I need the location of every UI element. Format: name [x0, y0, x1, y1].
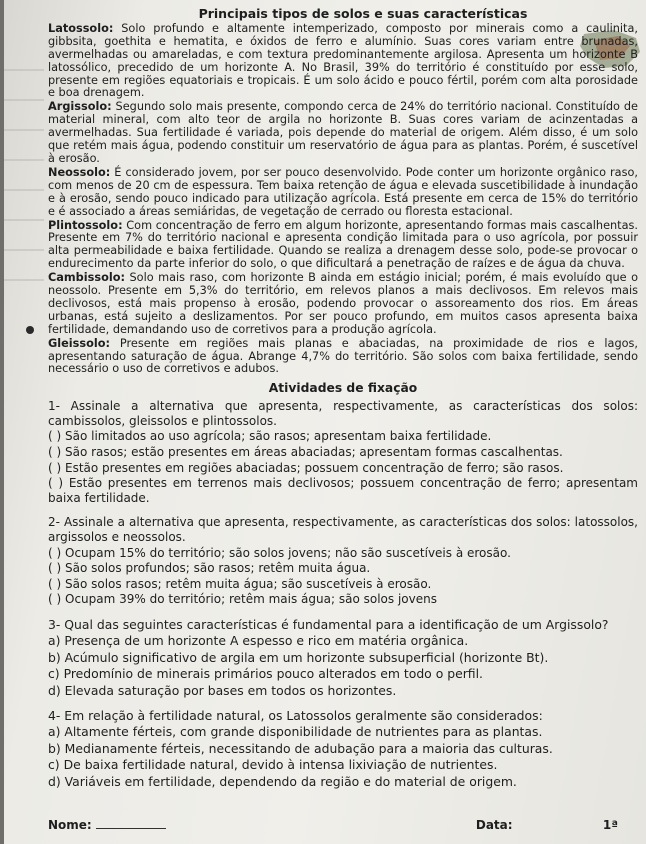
question-1 [48, 399, 638, 505]
answer-option[interactable]: ( ) São limitados ao uso agrícola; são rasos; apresentam baixa fertilidade. [48, 429, 492, 444]
grade-label: 1ª [602, 818, 618, 832]
soil-neossolo [48, 167, 638, 219]
answer-option[interactable]: c) De baixa fertilidade natural, devido à intensa lixiviação de nutrientes. [48, 757, 498, 773]
answer-option[interactable]: ( ) São solos rasos; retêm muita água; são suscetíveis à erosão. [48, 576, 432, 591]
exercises-title: Atividades de fixação [268, 381, 418, 396]
question-2 [48, 515, 638, 607]
question-prompt: 3- Qual das seguintes características é fundamental para a identificação de um Argissolo? [48, 617, 609, 632]
soil-term: Argissolo: [48, 100, 112, 114]
soil-text: Segundo solo mais presente, compondo cerca de 24% do território nacional. Constituído de material mineral, com alto teor de argila no horizonte B. Suas cores variam de acinzentadas a avermelhadas. Sua fertilidade é variada, pois depende do material de origem. Além disso, é um solo que retém mais água, podendo constituir um reservatório de água para as plantas. Porém, é suscetível à erosão. [48, 100, 638, 165]
punch-hole-mark [26, 326, 34, 334]
soil-text: É considerado jovem, por ser pouco desenvolvido. Pode conter um horizonte orgânico raso, com menos de 20 cm de espessura. Tem baixa retenção de água e elevada suscetibilidade à inundação e à erosão, sendo pouco indicado para utilização agrícola. Está presente em cerca de 15% do território e é associado a áreas semiáridas, de vegetação de cerrado ou floresta estacional. [48, 165, 638, 218]
answer-option[interactable]: ( ) Estão presentes em regiões abaciadas; possuem concentração de ferro; são rasos. [48, 460, 564, 475]
soil-text: Presente em regiões mais planas e abaciadas, na proximidade de rios e lagos, apresentando saturação de água. Abrange 4,7% do território. São solos com baixa fertilidade, sendo necessário o uso de corretivos e adubos. [48, 336, 638, 376]
question-prompt: 2- Assinale a alternativa que apresenta, respectivamente, as características dos solos: latossolos, argissolos e neossolos. [48, 515, 638, 545]
soil-text: Com concentração de ferro em algum horizonte, apresentando formas mais cascalhentas. Presente em 7% do território nacional e apresenta condição limitada para o uso agrícola, por possuir alta permeabilidade e baixa fertilidade. Quando se realiza a drenagem desse solo, pode-se provocar o endurecimento da parte inferior do solo, o que dificultará a penetração de raízes e de água da chuva. [48, 218, 639, 271]
soil-plintossolo [48, 220, 638, 272]
answer-option[interactable]: d) Variáveis em fertilidade, dependendo da região e do material de origem. [48, 773, 517, 789]
soil-term: Cambissolo: [48, 271, 126, 285]
answer-option[interactable]: d) Elevada saturação por bases em todos os horizontes. [48, 682, 397, 698]
question-3 [48, 617, 638, 698]
worksheet-page [4, 0, 646, 844]
soil-latossolo [48, 23, 638, 100]
answer-option[interactable]: a) Altamente férteis, com grande disponibilidade de nutrientes para as plantas. [48, 724, 543, 740]
soil-term: Latossolo: [48, 21, 114, 35]
soil-argissolo [48, 101, 638, 166]
soil-term: Plintossolo: [48, 218, 123, 232]
answer-option[interactable]: ( ) Estão presentes em terrenos mais declivosos; possuem concentração de ferro; apresentam baixa fertilidade. [48, 476, 638, 505]
date-field[interactable] [256, 818, 513, 832]
answer-option[interactable]: ( ) Ocupam 15% do território; são solos jovens; não são suscetíveis à erosão. [48, 545, 511, 560]
soil-text: Solo mais raso, com horizonte B ainda em estágio inicial; porém, é mais evoluído que o neossolo. Presente em 5,3% do território, em relevos planos a mais declivosos. Em relevos mais declivosos, está mais propenso à erosão, podendo provocar o assoreamento dos rios. Em áreas urbanas, está sujeito a deslizamentos. Por ser pouco profundo, em muitos casos apresenta baixa fertilidade, demandando uso de corretivos para a produção agrícola. [48, 271, 638, 336]
answer-option[interactable]: ( ) São solos profundos; são rasos; retêm muita água. [48, 561, 371, 576]
soil-cambissolo [48, 272, 638, 337]
name-blank-line [96, 818, 166, 829]
question-prompt: 4- Em relação à fertilidade natural, os Latossolos geralmente são considerados: [48, 708, 543, 724]
soil-term: Neossolo: [48, 165, 111, 179]
answer-option[interactable]: b) Medianamente férteis, necessitando de adubação para a maioria das culturas. [48, 740, 553, 756]
answer-option[interactable]: c) Predomínio de minerais primários pouco alterados em todo o perfil. [48, 666, 483, 682]
question-4 [48, 708, 638, 789]
document-title: Principais tipos de solos e suas características [198, 6, 528, 21]
answer-option[interactable]: b) Acúmulo significativo de argila em um horizonte subsuperficial (horizonte Bt). [48, 649, 549, 665]
answer-option[interactable]: a) Presença de um horizonte A espesso e rico em matéria orgânica. [48, 633, 469, 649]
name-field[interactable] [48, 818, 166, 832]
answer-option[interactable]: ( ) São rasos; estão presentes em áreas abaciadas; apresentam formas cascalhentas. [48, 445, 563, 460]
date-label: Data: [475, 818, 513, 832]
question-prompt: 1- Assinale a alternativa que apresenta, respectivamente, as características dos solos: cambissolos, gleissolos e plintossolos. [48, 399, 638, 428]
soil-term: Gleissolo: [48, 336, 111, 350]
soil-gleissolo [48, 338, 638, 377]
document-body [48, 8, 638, 790]
name-label: Nome: [48, 818, 92, 832]
soil-text: Solo profundo e altamente intemperizado, composto por minerais como a caulinita, gibbsita, goethita e hematita, e óxidos de ferro e alumínio. Suas cores variam entre brunadas, avermelhadas ou amareladas, e com textura predominantemente argilosa. Apresenta um horizonte B latossólico, precedido de um horizonte A. No Brasil, 39% do território é constituído por esse solo, presente em regiões equatoriais e tropicais. É um solo ácido e pouco fértil, porém com alta porosidade e boa drenagem. [48, 21, 638, 100]
soil-descriptions [48, 23, 638, 376]
answer-option[interactable]: ( ) Ocupam 39% do território; retêm mais água; são solos jovens [48, 592, 437, 607]
worksheet-footer [48, 818, 638, 832]
